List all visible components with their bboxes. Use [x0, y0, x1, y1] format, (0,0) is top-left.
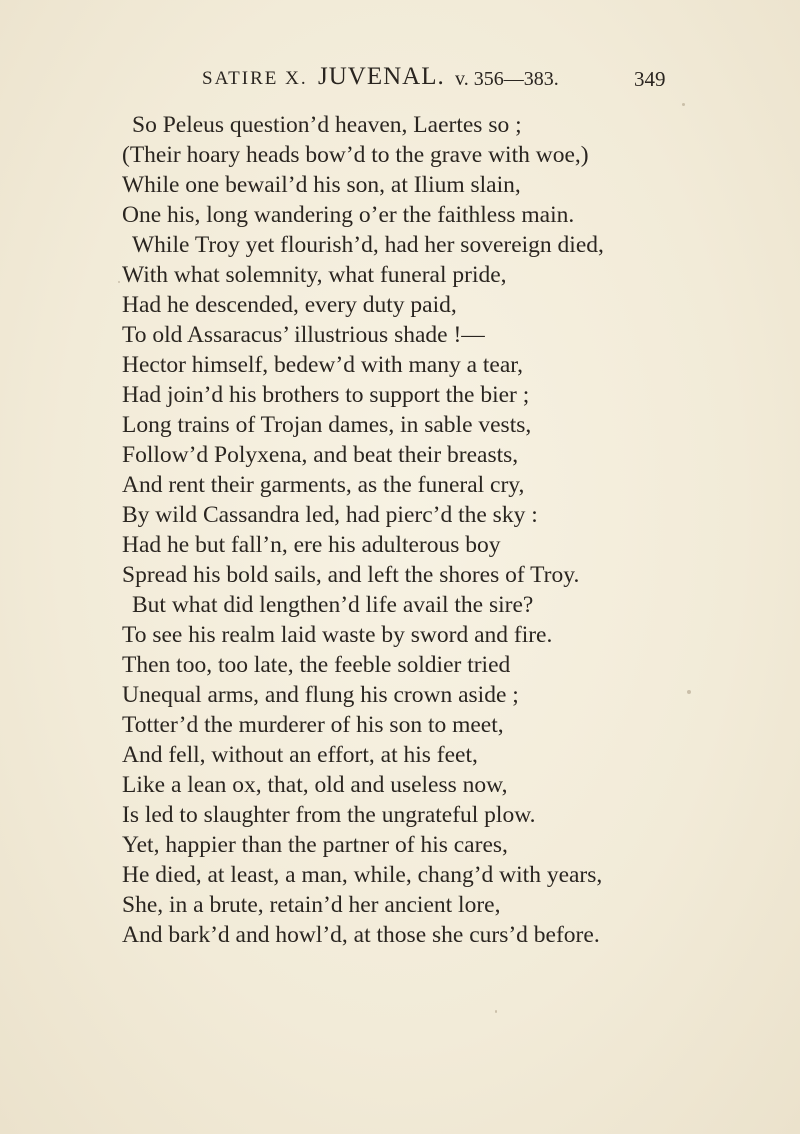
poem-line: By wild Cassandra led, had pierc’d the sky :	[122, 502, 538, 528]
paper-speck	[687, 690, 691, 694]
poem-line: Yet, happier than the partner of his cares,	[122, 832, 508, 858]
poem-line: While Troy yet flourish’d, had her sovereign died,	[132, 232, 604, 258]
verse-range: v. 356—383.	[455, 68, 559, 90]
poem-line: Is led to slaughter from the ungrateful plow.	[122, 802, 536, 828]
poem-line: (Their hoary heads bow’d to the grave with woe,)	[122, 142, 589, 168]
running-header	[0, 60, 800, 100]
poem-line: So Peleus question’d heaven, Laertes so ;	[132, 112, 522, 138]
paper-speck	[682, 103, 685, 106]
poem-line: Had join’d his brothers to support the bier ;	[122, 382, 530, 408]
poem-line: Hector himself, bedew’d with many a tear,	[122, 352, 524, 378]
poem-line: And bark’d and howl’d, at those she curs’d before.	[122, 922, 600, 948]
poem-line: With what solemnity, what funeral pride,	[122, 262, 507, 288]
poem-line: Then too, too late, the feeble soldier tried	[122, 652, 511, 678]
poem-line: To old Assaracus’ illustrious shade !—	[122, 322, 485, 348]
author-title: JUVENAL.	[318, 63, 445, 90]
paper-speck	[495, 1010, 497, 1013]
satire-label: SATIRE X.	[202, 68, 308, 89]
poem-line: Unequal arms, and flung his crown aside ;	[122, 682, 519, 708]
poem-line: Long trains of Trojan dames, in sable vests,	[122, 412, 532, 438]
poem-line: And fell, without an effort, at his feet,	[122, 742, 478, 768]
poem-line: One his, long wandering o’er the faithless main.	[122, 202, 575, 228]
poem-line: Totter’d the murderer of his son to meet,	[122, 712, 504, 738]
poem-line: But what did lengthen’d life avail the sire?	[132, 592, 534, 618]
poem-line: He died, at least, a man, while, chang’d with years,	[122, 862, 603, 888]
poem-line: Had he but fall’n, ere his adulterous boy	[122, 532, 501, 558]
poem-line: She, in a brute, retain’d her ancient lore,	[122, 892, 501, 918]
page-number: 349	[634, 67, 666, 91]
poem-line: Follow’d Polyxena, and beat their breasts,	[122, 442, 519, 468]
poem-line: Like a lean ox, that, old and useless now,	[122, 772, 508, 798]
poem-line: Spread his bold sails, and left the shores of Troy.	[122, 562, 580, 588]
poem-line: To see his realm laid waste by sword and fire.	[122, 622, 553, 648]
poem-line: And rent their garments, as the funeral cry,	[122, 472, 525, 498]
paper-speck	[118, 281, 120, 283]
poem-line: Had he descended, every duty paid,	[122, 292, 457, 318]
poem-line: While one bewail’d his son, at Ilium slain,	[122, 172, 521, 198]
